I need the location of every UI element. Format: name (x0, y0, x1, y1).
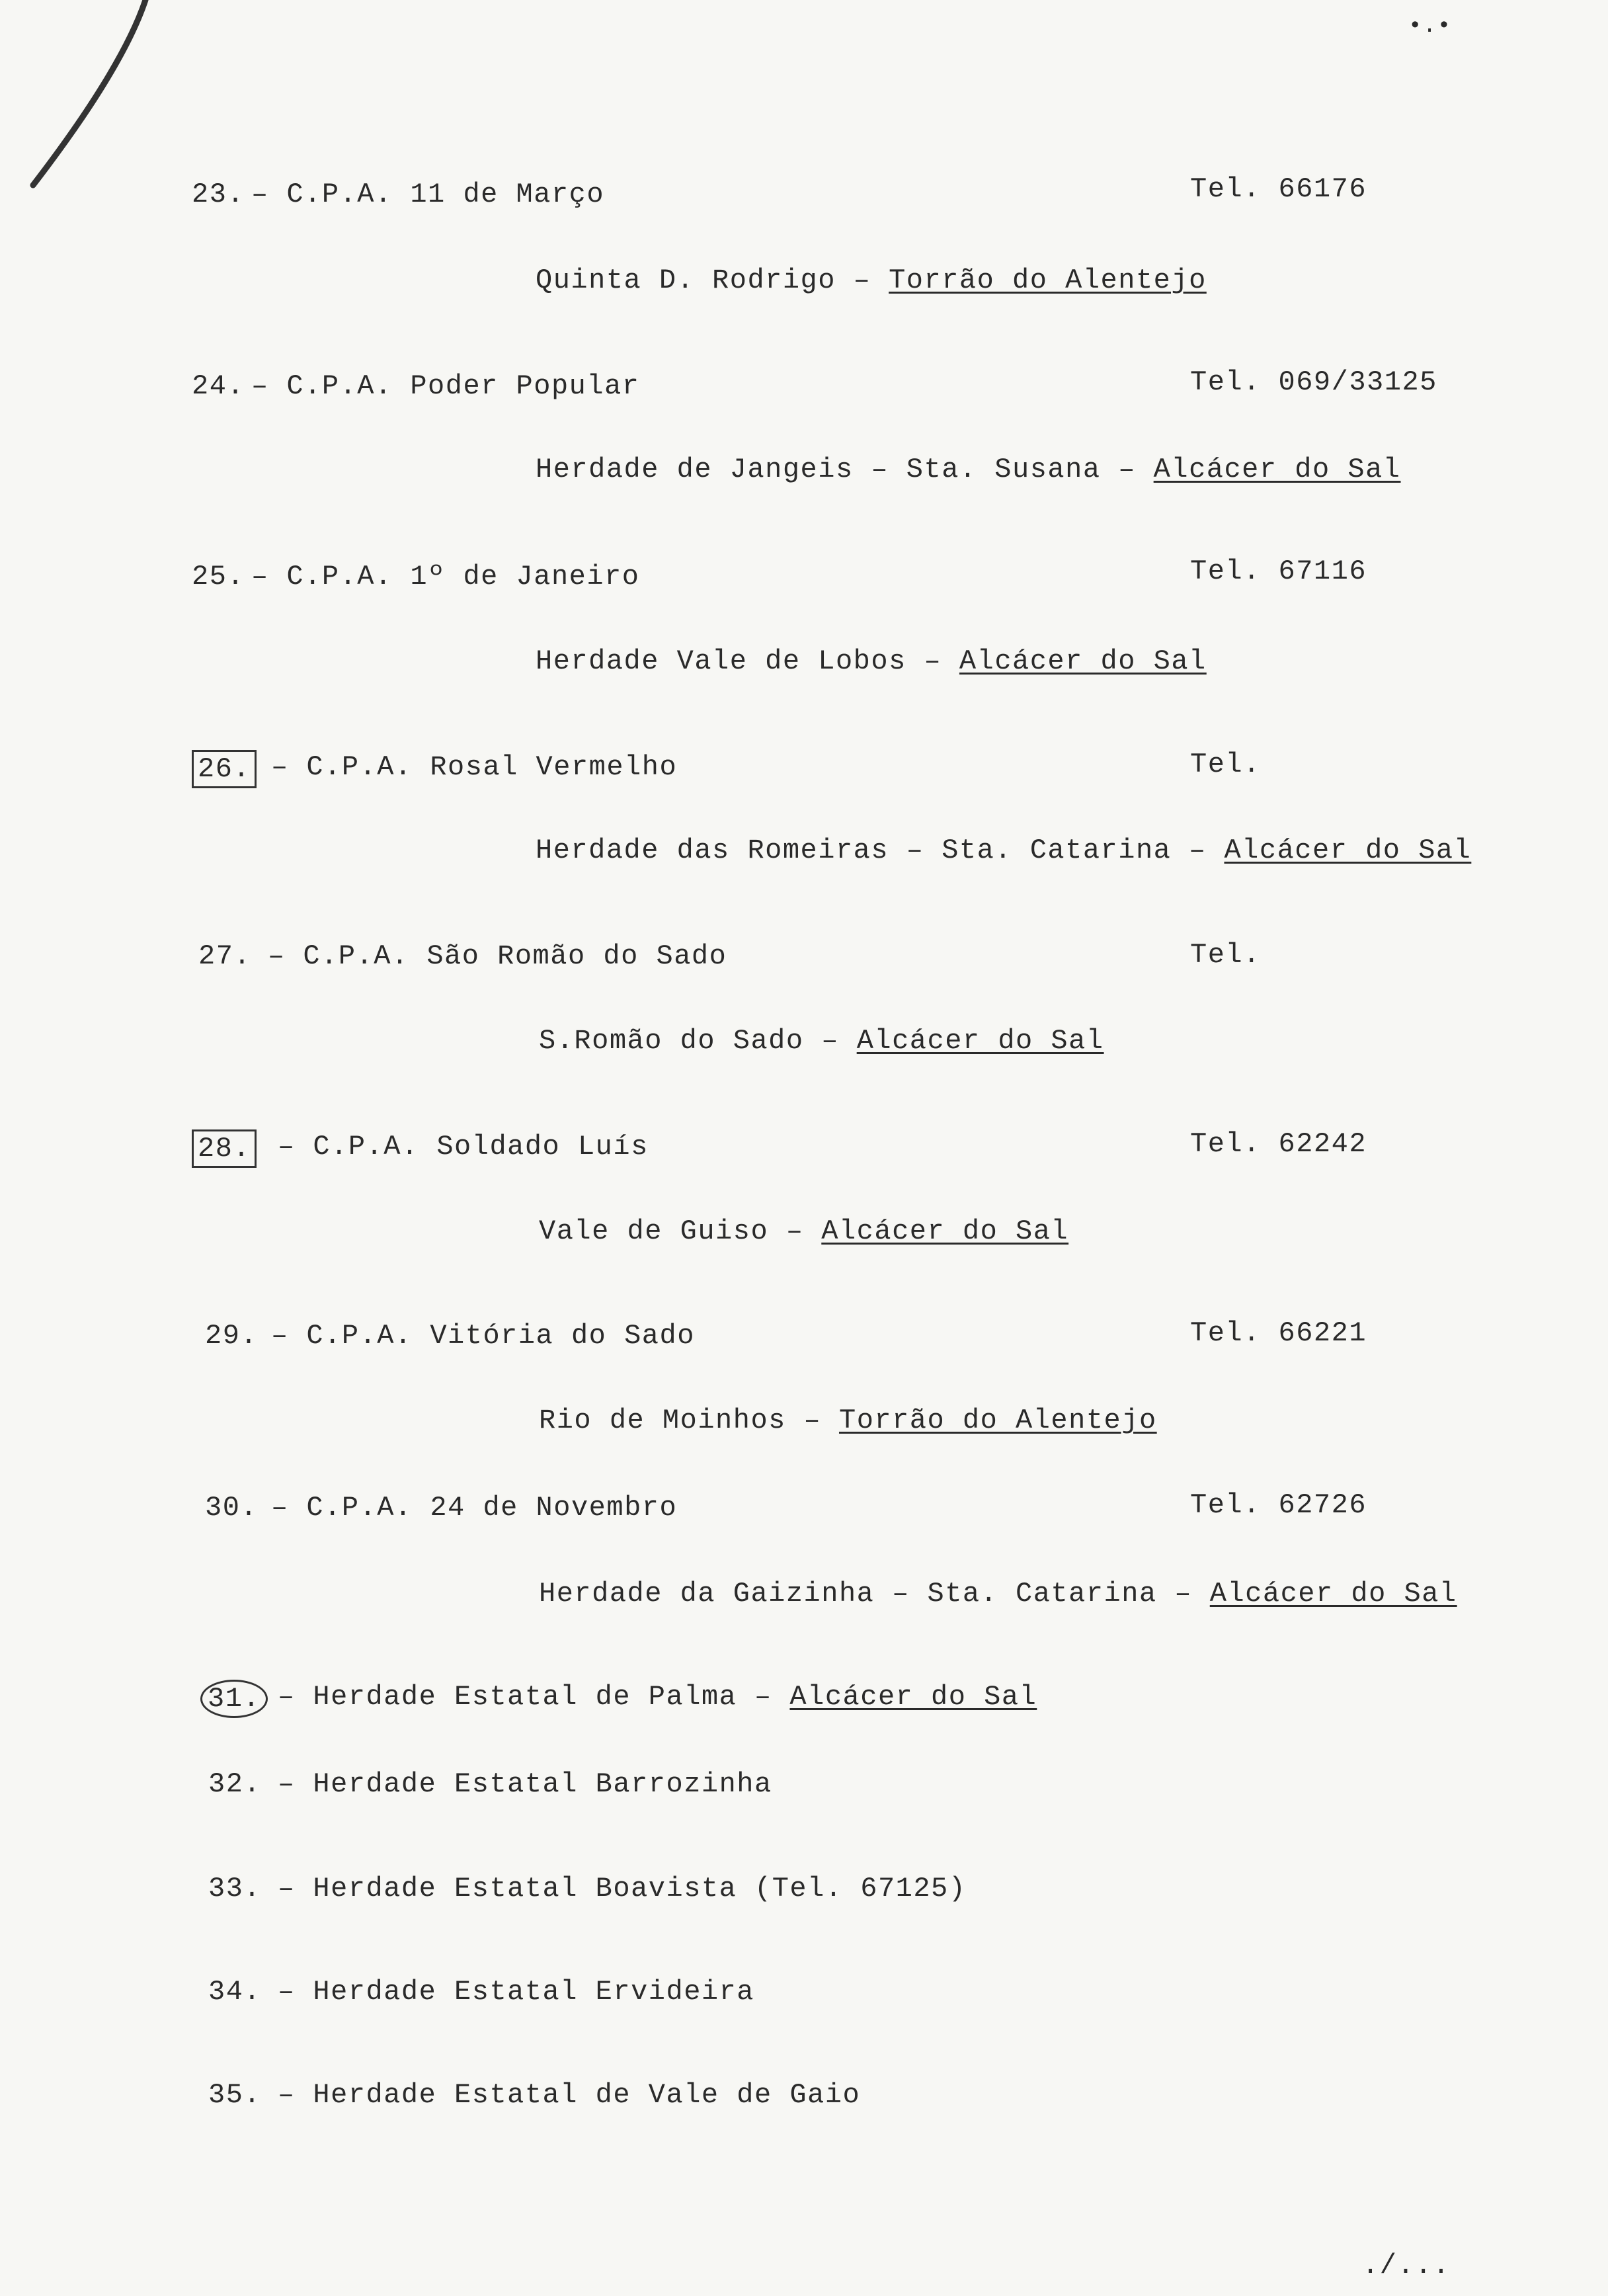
entry-tel: Tel. 67116 (1190, 555, 1367, 587)
entry-name: – C.P.A. Soldado Luís (278, 1131, 649, 1163)
address-place: Torrão do Alentejo (838, 1405, 1157, 1436)
entry-name: – C.P.A. Vitória do Sado (271, 1320, 695, 1352)
entry-name: – C.P.A. Rosal Vermelho (271, 751, 678, 783)
entry-tel: Tel. 069/33125 (1190, 366, 1437, 398)
entry-tel: Tel. 62242 (1190, 1128, 1367, 1160)
estate-number (208, 1680, 268, 1718)
entry-address (536, 263, 1207, 298)
continuation-mark: ./... (1362, 2250, 1451, 2281)
estate-item: – Herdade Estatal Ervideira (278, 1976, 755, 2008)
address-place: Alcácer do Sal (1224, 835, 1472, 866)
entry-name: – C.P.A. 1º de Janeiro (251, 561, 640, 593)
estate-number: 32. (208, 1768, 262, 1800)
entry-number: 25. (192, 561, 245, 593)
entry-tel: Tel. (1190, 939, 1261, 971)
entry-number (198, 1129, 257, 1168)
entry-name: – C.P.A. 24 de Novembro (271, 1492, 678, 1524)
estate-item (278, 1680, 1037, 1714)
address-plain: Herdade da Gaizinha – Sta. Catarina – (539, 1578, 1210, 1610)
entry-number: 29. (205, 1320, 259, 1352)
boxed-number: 28. (192, 1129, 257, 1168)
address-plain: Herdade Vale de Lobos – (536, 645, 959, 677)
entry-tel: Tel. 62726 (1190, 1489, 1367, 1521)
entry-number: 30. (205, 1492, 259, 1524)
entry-number: 27. (198, 940, 252, 972)
address-place: Alcácer do Sal (856, 1025, 1104, 1057)
boxed-number: 26. (192, 750, 257, 788)
address-place: Alcácer do Sal (1209, 1578, 1457, 1610)
estate-text: – Herdade Estatal de Palma – (278, 1681, 790, 1713)
estate-item: – Herdade Estatal Boavista (Tel. 67125) (278, 1873, 967, 1905)
address-plain: Rio de Moinhos – (539, 1405, 839, 1436)
entry-number: 24. (192, 370, 245, 402)
address-plain: Herdade de Jangeis – Sta. Susana – (536, 454, 1154, 485)
address-place: Torrão do Alentejo (889, 265, 1207, 296)
estate-item: – Herdade Estatal Barrozinha (278, 1768, 772, 1800)
entry-address (539, 1403, 1157, 1438)
address-plain: Vale de Guiso – (539, 1215, 822, 1247)
entry-address (536, 452, 1401, 487)
address-place: Alcácer do Sal (1153, 454, 1401, 485)
entry-number: 23. (192, 179, 245, 210)
entry-name: – C.P.A. São Romão do Sado (268, 940, 727, 972)
entry-name: – C.P.A. 11 de Março (251, 179, 605, 210)
address-place: Alcácer do Sal (959, 645, 1207, 677)
address-plain: Herdade das Romeiras – Sta. Catarina – (536, 835, 1225, 866)
address-place: Alcácer do Sal (821, 1215, 1069, 1247)
entry-address (539, 1024, 1104, 1058)
estate-number: 35. (208, 2079, 262, 2111)
entry-tel: Tel. 66176 (1190, 173, 1367, 205)
entry-address (539, 1577, 1457, 1611)
address-plain: S.Romão do Sado – (539, 1025, 857, 1057)
pencil-slash-mark (20, 0, 152, 198)
entry-address (536, 644, 1207, 678)
circled-number: 31. (200, 1680, 268, 1718)
estate-number: 34. (208, 1976, 262, 2008)
entry-tel: Tel. (1190, 749, 1261, 780)
entry-number (198, 750, 257, 788)
entry-address (536, 833, 1471, 868)
estate-item: – Herdade Estatal de Vale de Gaio (278, 2079, 861, 2111)
estate-place: Alcácer do Sal (789, 1681, 1037, 1713)
corner-mark: •.• (1408, 14, 1452, 39)
address-plain: Quinta D. Rodrigo – (536, 265, 889, 296)
estate-number: 33. (208, 1873, 262, 1905)
entry-name: – C.P.A. Poder Popular (251, 370, 640, 402)
entry-address (539, 1214, 1068, 1249)
entry-tel: Tel. 66221 (1190, 1317, 1367, 1349)
